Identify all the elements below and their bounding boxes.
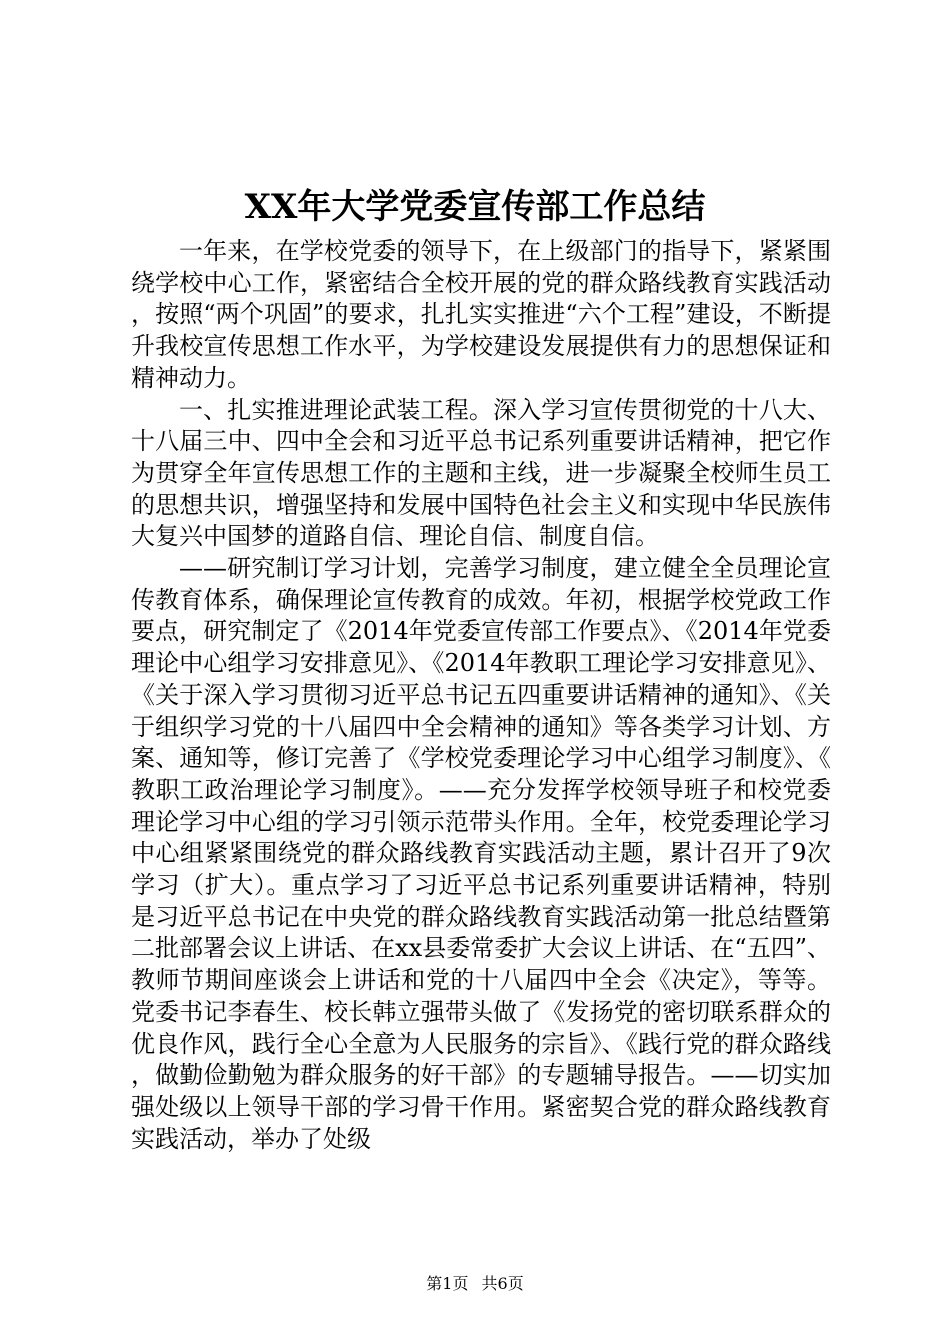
paragraph-intro: 一年来，在学校党委的领导下，在上级部门的指导下，紧紧围绕学校中心工作，紧密结合全校开展的党的群众路线教育实践活动，按照“两个巩固”的要求，扎扎实实推进“六个工程”建设，不断提升我校宣传思想工作水平，为学校建设发展提供有力的思想保证和精神动力。 [131,237,831,392]
document-title: XX年大学党委宣传部工作总结 [244,187,706,227]
paragraph-section-1: 一、扎实推进理论武装工程。深入学习宣传贯彻党的十八大、十八届三中、四中全会和习近平总书记系列重要讲话精神，把它作为贯穿全年宣传思想工作的主题和主线，进一步凝聚全校师生员工的思想共识，增强坚持和发展中国特色社会主义和实现中华民族伟大复兴中国梦的道路自信、理论自信、制度自信。 [131,395,831,551]
page-total: 共6页 [481,1274,524,1293]
page-number: 第1页 [426,1274,469,1293]
paragraph-study-plan: ——研究制订学习计划，完善学习制度，建立健全全员理论宣传教育体系，确保理论宣传教育的成效。年初，根据学校党政工作要点，研究制定了《2014年党委宣传部工作要点》、《2014年党委理论中心组学习安排意见》、《2014年教职工理论学习安排意见》、《关于深入学习贯彻习近平总书记五四重要讲话精神的通知》、《关于组织学习党的十八届四中全会精神的通知》等各类学习计划、方案、通知等，修订完善了《学校党委理论学习中心组学习制度》、《教职工政治理论学习制度》。——充分发挥学校领导班子和校党委理论学习中心组的学习引领示范带头作用。全年，校党委理论学习中心组紧紧围绕党的群众路线教育实践活动主题，累计召开了9次学习（扩大）。重点学习了习近平总书记系列重要讲话精神，特别是习近平总书记在中央党的群众路线教育实践活动第一批总结暨第二批部署会议上讲话、在xx县委常委扩大会议上讲话、在“五四”、教师节期间座谈会上讲话和党的十八届四中全会《决定》，等等。党委书记李春生、校长韩立强带头做了《发扬党的密切联系群众的优良作风，践行全心全意为人民服务的宗旨》、《践行党的群众路线，做勤俭勤勉为群众服务的好干部》的专题辅导报告。——切实加强处级以上领导干部的学习骨干作用。紧密契合党的群众路线教育实践活动，举办了处级 [131,554,831,1153]
page-footer [0,1274,950,1294]
document-body [131,236,831,1155]
